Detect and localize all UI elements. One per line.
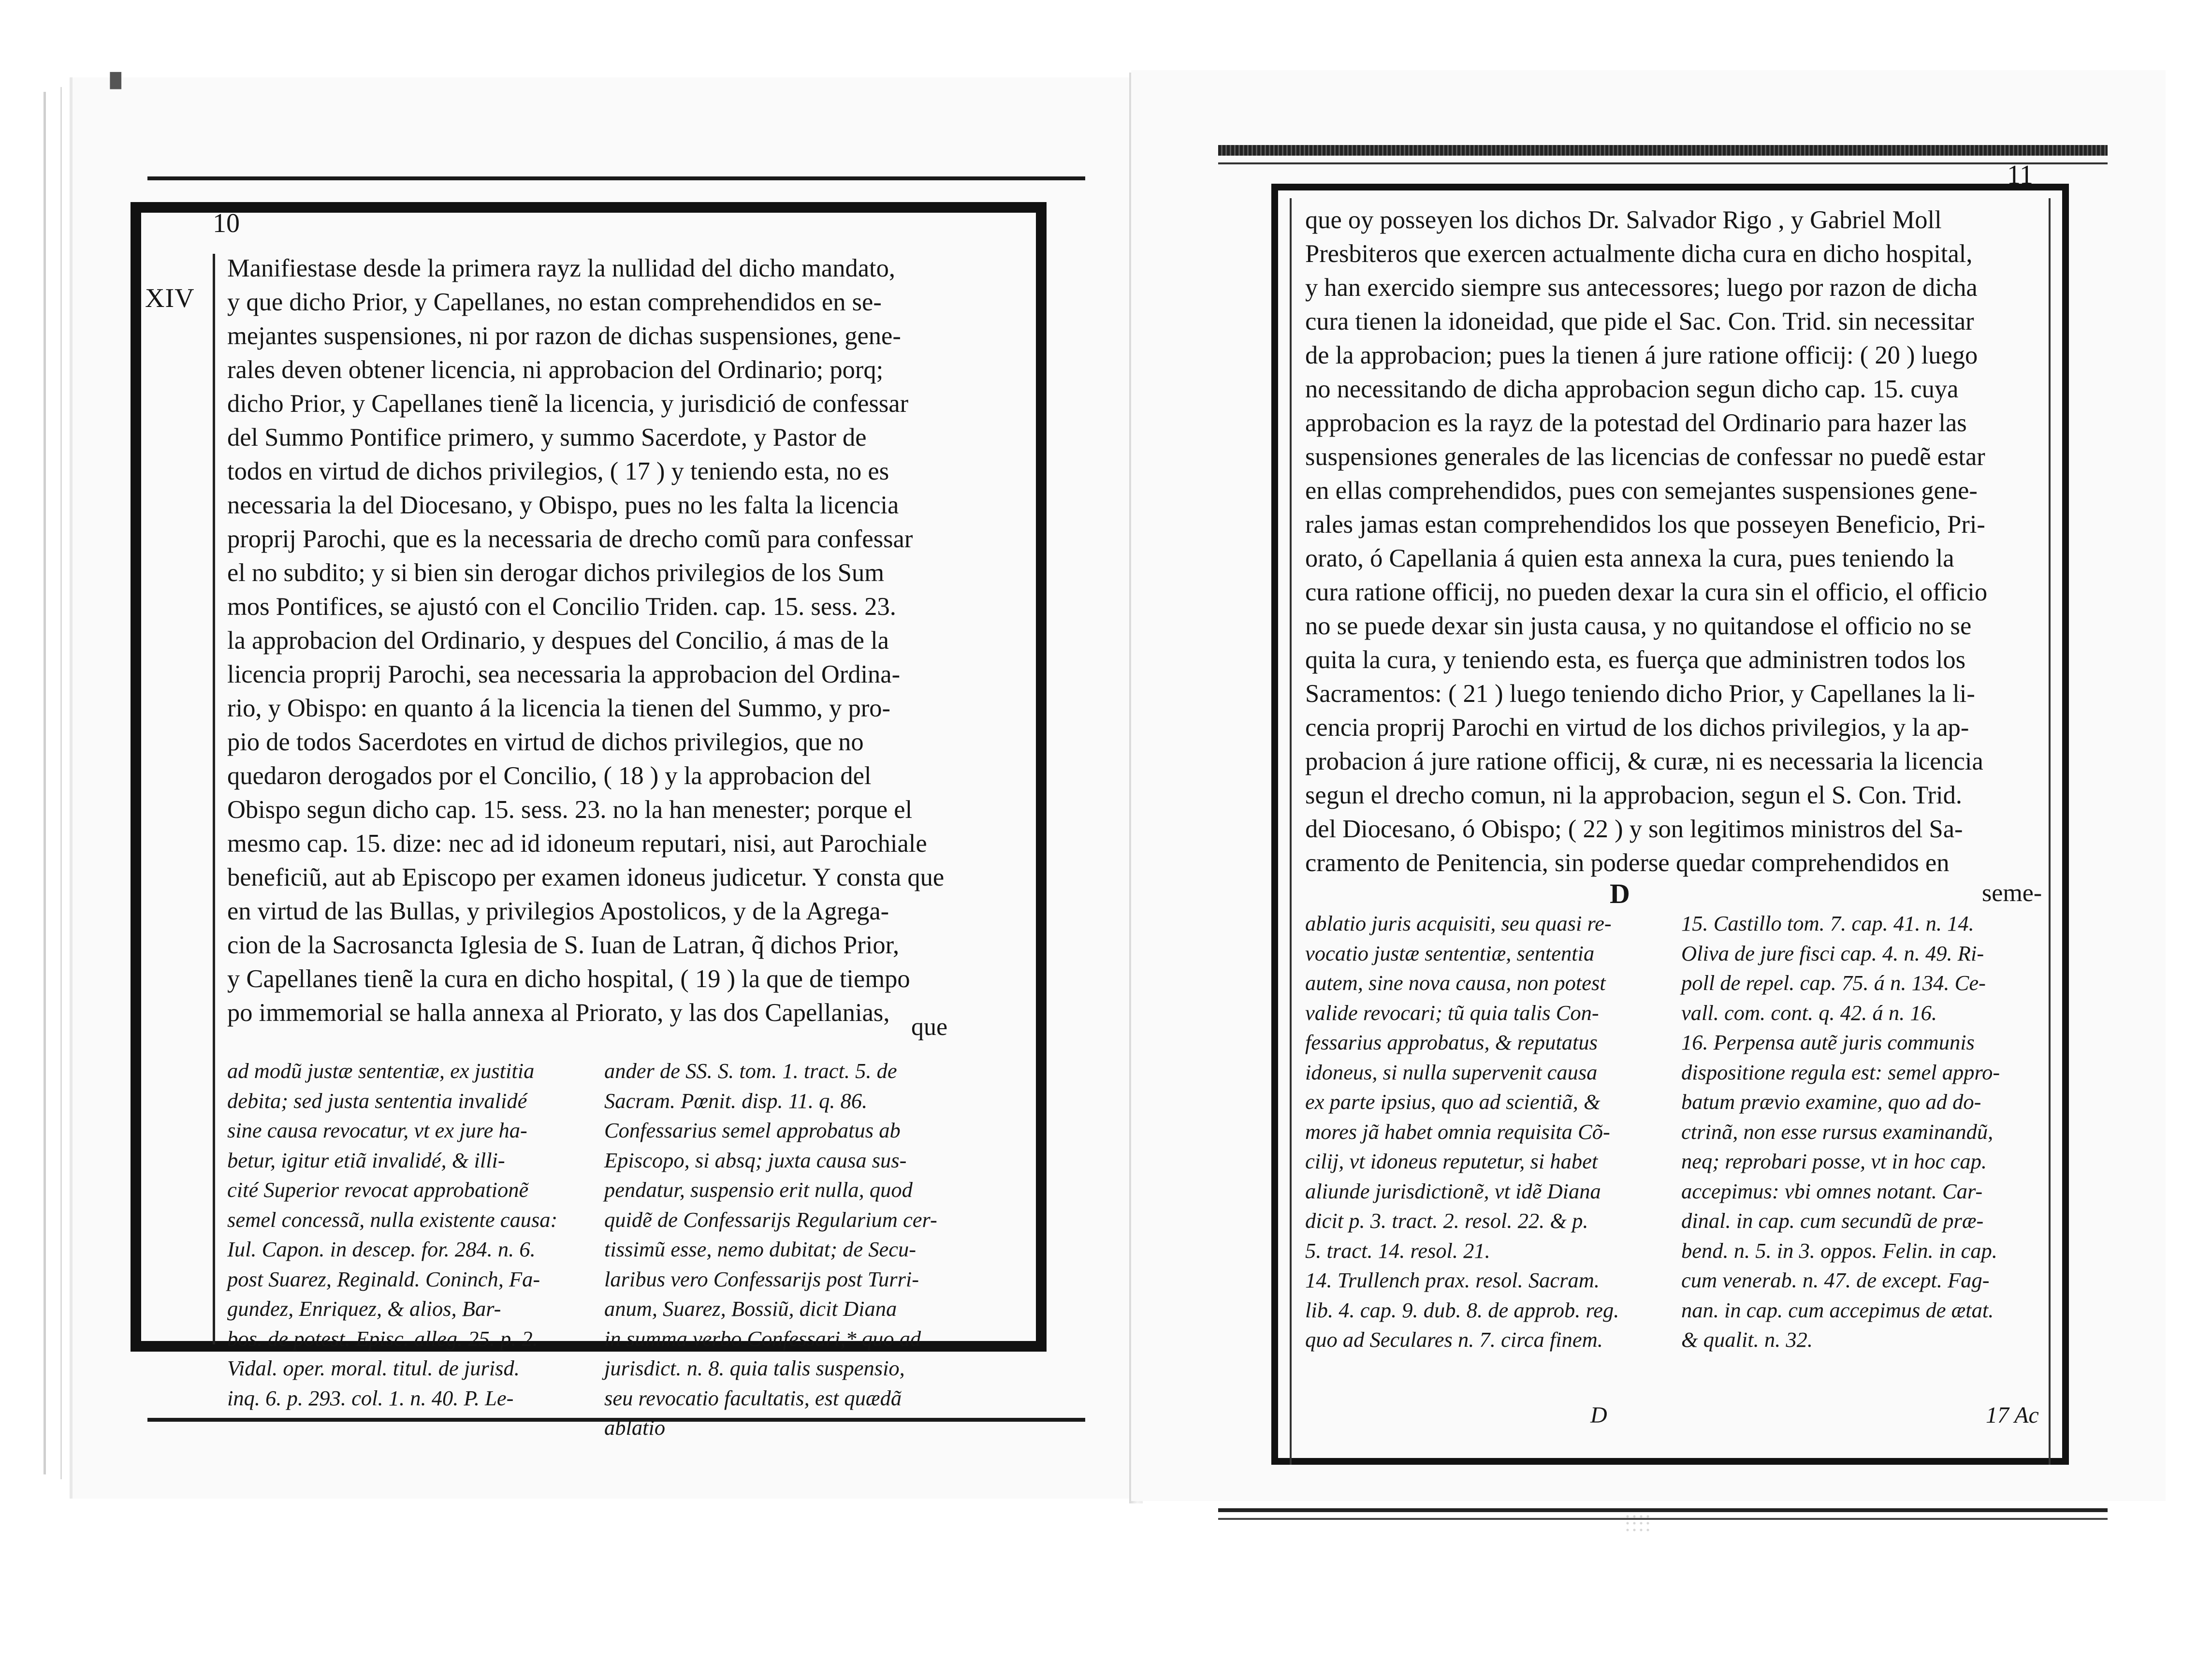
- body-line: cramento de Penitencia, sin poderse quedar comprehendidos en: [1305, 849, 1950, 877]
- body-line: y Capellanes tienẽ la cura en dicho hospital, ( 19 ) la que de tiempo: [227, 965, 910, 993]
- right-top-ornament: [1218, 145, 2108, 156]
- note-line: ad modũ justæ sententiæ, ex justitia: [227, 1059, 535, 1083]
- note-line: ablatio: [604, 1415, 666, 1440]
- note-line: bos. de potest. Episc. alleg. 25. p. 2.: [227, 1326, 538, 1351]
- note-line: jurisdict. n. 8. quia talis suspensio,: [604, 1356, 905, 1380]
- note-line: 5. tract. 14. resol. 21.: [1305, 1238, 1490, 1263]
- note-line: vocatio justæ sententiæ, sententia: [1305, 941, 1595, 965]
- note-line: idoneus, si nulla supervenit causa: [1305, 1060, 1598, 1084]
- note-line: 15. Castillo tom. 7. cap. 41. n. 14.: [1681, 911, 1974, 935]
- note-line: tissimũ esse, nemo dubitat; de Secu-: [604, 1237, 917, 1261]
- note-line: laribus vero Confessarijs post Turri-: [604, 1267, 919, 1291]
- body-line: rio, y Obispo: en quanto á la licencia la tienen del Summo, y pro-: [227, 694, 890, 722]
- note-line: cilij, vt idoneus reputetur, si habet: [1305, 1149, 1598, 1173]
- note-line: vall. com. cont. q. 42. á n. 16.: [1681, 1000, 1937, 1025]
- note-line: autem, sine nova causa, non potest: [1305, 971, 1606, 995]
- note-line: batum prævio examine, quo ad do-: [1681, 1090, 1981, 1114]
- note-line: 16. Perpensa autẽ juris communis: [1681, 1030, 1975, 1054]
- right-top-rule: [1218, 162, 2108, 164]
- note-line: 14. Trullench prax. resol. Sacram.: [1305, 1268, 1600, 1292]
- note-line: inq. 6. p. 293. col. 1. n. 40. P. Le-: [227, 1385, 514, 1410]
- body-line: mesmo cap. 15. dize: nec ad id idoneum reputari, nisi, aut Parochiale: [227, 830, 927, 858]
- body-line: el no subdito; y si bien sin derogar dichos privilegios de los Sum: [227, 559, 885, 587]
- body-line: y han exercido siempre sus antecessores; luego por razon de dicha: [1305, 274, 1978, 302]
- note-line: dicit p. 3. tract. 2. resol. 22. & p.: [1305, 1209, 1588, 1233]
- note-line: pendatur, suspensio erit nulla, quod: [604, 1178, 913, 1202]
- footer-signature: D: [1590, 1402, 1607, 1428]
- note-line: lib. 4. cap. 9. dub. 8. de approb. reg.: [1305, 1297, 1619, 1322]
- note-line: bend. n. 5. in 3. oppos. Felin. in cap.: [1681, 1238, 1997, 1263]
- note-line: gundez, Enriquez, & alios, Bar-: [227, 1297, 501, 1321]
- note-line: nan. in cap. cum accepimus de ætat.: [1681, 1297, 1994, 1322]
- right-bottom-rule: [1218, 1508, 2108, 1512]
- note-line: aliunde jurisdictionẽ, vt idẽ Diana: [1305, 1179, 1601, 1203]
- body-line: Manifiestase desde la primera rayz la nullidad del dicho mandato,: [227, 254, 895, 282]
- body-line: quita la cura, y teniendo esta, es fuerça que administren todos los: [1305, 646, 1966, 674]
- note-line: accepimus: vbi omnes notant. Car-: [1681, 1179, 1983, 1203]
- body-line: en virtud de las Bullas, y privilegios Apostolicos, y de la Agrega-: [227, 897, 889, 925]
- note-line: seu revocatio facultatis, est quædã: [604, 1385, 902, 1410]
- note-line: quidẽ de Confessarijs Regularium cer-: [604, 1207, 937, 1232]
- right-catchword: seme-: [1982, 879, 2042, 907]
- body-line: del Summo Pontifice primero, y summo Sacerdote, y Pastor de: [227, 423, 867, 452]
- body-line: dicho Prior, y Capellanes tienẽ la licencia, y jurisdició de confessar: [227, 390, 909, 418]
- note-line: & qualit. n. 32.: [1681, 1327, 1813, 1352]
- signature-mark: D: [1610, 878, 1630, 909]
- body-line: la approbacion del Ordinario, y despues del Concilio, á mas de la: [227, 627, 889, 655]
- note-line: neq; reprobari posse, vt in hoc cap.: [1681, 1149, 1987, 1173]
- note-line: Sacram. Pœnit. disp. 11. q. 86.: [604, 1088, 868, 1113]
- body-line: y que dicho Prior, y Capellanes, no estan comprehendidos en se-: [227, 288, 882, 316]
- body-line: cion de la Sacrosancta Iglesia de S. Iuan de Latran, q̃ dichos Prior,: [227, 931, 900, 959]
- body-line: en ellas comprehendidos, pues con semejantes suspensiones gene-: [1305, 477, 1978, 505]
- body-line: proprij Parochi, que es la necessaria de drecho comũ para confessar: [227, 525, 913, 553]
- note-line: semel concessã, nulla existente causa:: [227, 1207, 558, 1232]
- note-line: quo ad Seculares n. 7. circa finem.: [1305, 1327, 1603, 1352]
- left-catchword: que: [911, 1013, 948, 1041]
- body-line: necessaria la del Diocesano, y Obispo, pues no les falta la licencia: [227, 491, 899, 519]
- right-body-text: [1305, 203, 2042, 880]
- note-line: ctrinã, non esse rursus examinandũ,: [1681, 1119, 1994, 1144]
- note-line: Iul. Capon. in descep. for. 284. n. 6.: [227, 1237, 536, 1261]
- body-line: quedaron derogados por el Concilio, ( 18 ) y la approbacion del: [227, 762, 872, 790]
- body-line: pio de todos Sacerdotes en virtud de dichos privilegios, que no: [227, 728, 864, 756]
- note-line: cité Superior revocat approbationẽ: [227, 1178, 529, 1202]
- body-line: Sacramentos: ( 21 ) luego teniendo dicho Prior, y Capellanes la li-: [1305, 680, 1975, 708]
- right-notes-column-1: [1305, 909, 1663, 1355]
- right-page-number: 11: [2007, 160, 2033, 190]
- body-line: no necessitando de dicha approbacion segun dicho cap. 15. cuya: [1305, 375, 1959, 403]
- right-bottom-rule-2: [1218, 1518, 2108, 1520]
- body-line: probacion á jure ratione officij, & curæ, ni es necessaria la licencia: [1305, 747, 1983, 775]
- note-line: poll de repel. cap. 75. á n. 134. Ce-: [1681, 971, 1986, 995]
- note-line: dinal. in cap. cum secundũ de præ-: [1681, 1209, 1984, 1233]
- note-line: in summa verbo Confessari,* quo ad: [604, 1326, 921, 1351]
- body-line: cencia proprij Parochi en virtud de los dichos privilegios, y la ap-: [1305, 714, 1969, 742]
- body-line: mejantes suspensiones, ni por razon de dichas suspensiones, gene-: [227, 322, 901, 350]
- note-line: ander de SS. S. tom. 1. tract. 5. de: [604, 1059, 897, 1083]
- note-line: betur, igitur etiã invalidé, & illi-: [227, 1148, 505, 1172]
- note-line: anum, Suarez, Bossiũ, dicit Diana: [604, 1297, 897, 1321]
- body-line: no se puede dexar sin justa causa, y no quitandose el officio no se: [1305, 612, 1972, 640]
- body-line: orato, ó Capellania á quien esta annexa la cura, pues teniendo la: [1305, 544, 1954, 572]
- note-line: debita; sed justa sententia invalidé: [227, 1088, 527, 1113]
- note-line: mores jã habet omnia requisita Cõ-: [1305, 1119, 1610, 1144]
- body-line: po immemorial se halla annexa al Priorato, y las dos Capellanias,: [227, 999, 890, 1027]
- left-notes-column-2: [604, 1056, 976, 1443]
- body-line: rales jamas estan comprehendidos los que posseyen Beneficio, Pri-: [1305, 510, 1985, 539]
- body-line: Obispo segun dicho cap. 15. sess. 23. no la han menester; porque el: [227, 796, 913, 824]
- note-line: post Suarez, Reginald. Coninch, Fa-: [227, 1267, 540, 1291]
- body-line: que oy posseyen los dichos Dr. Salvador Rigo , y Gabriel Moll: [1305, 206, 1942, 234]
- body-line: Presbiteros que exercen actualmente dicha cura en dicho hospital,: [1305, 240, 1973, 268]
- note-line: cum venerab. n. 47. de except. Fag-: [1681, 1268, 1990, 1292]
- body-line: suspensiones generales de las licencias de confessar no puedẽ estar: [1305, 443, 1985, 471]
- body-line: cura tienen la idoneidad, que pide el Sac. Con. Trid. sin necessitar: [1305, 307, 1974, 335]
- body-line: del Diocesano, ó Obispo; ( 22 ) y son legitimos ministros del Sa-: [1305, 815, 1963, 843]
- body-line: rales deven obtener licencia, ni approbacion del Ordinario; porq;: [227, 356, 884, 384]
- body-line: approbacion es la rayz de la potestad del Ordinario para hazer las: [1305, 409, 1967, 437]
- note-line: Confessarius semel approbatus ab: [604, 1118, 901, 1142]
- left-body-text: [227, 251, 979, 1030]
- note-line: Oliva de jure fisci cap. 4. n. 49. Ri-: [1681, 941, 1984, 965]
- body-line: todos en virtud de dichos privilegios, ( 17 ) y teniendo esta, no es: [227, 457, 889, 485]
- ink-blot: [1624, 1513, 1653, 1532]
- note-line: valide revocari; tũ quia talis Con-: [1305, 1000, 1599, 1025]
- note-line: Vidal. oper. moral. titul. de jurisd.: [227, 1356, 520, 1380]
- note-line: sine causa revocatur, vt ex jure ha-: [227, 1118, 527, 1142]
- body-line: licencia proprij Parochi, sea necessaria la approbacion del Ordina-: [227, 660, 901, 688]
- left-notes-column-1: [227, 1056, 590, 1413]
- body-line: segun el drecho comun, ni la approbacion, segun el S. Con. Trid.: [1305, 781, 1962, 809]
- note-line: dispositione regula est: semel appro-: [1681, 1060, 2000, 1084]
- right-notes-column-2: [1681, 909, 2041, 1355]
- body-line: cura ratione officij, no pueden dexar la cura sin el officio, el officio: [1305, 578, 1988, 606]
- note-line: fessarius approbatus, & reputatus: [1305, 1030, 1598, 1054]
- note-line: ex parte ipsius, quo ad scientiã, &: [1305, 1090, 1601, 1114]
- section-numeral: XIV: [145, 283, 195, 313]
- body-line: beneficiũ, aut ab Episcopo per examen idoneus judicetur. Y consta que: [227, 863, 945, 891]
- left-page-number: 10: [213, 208, 240, 238]
- body-line: mos Pontifices, se ajustó con el Concilio Triden. cap. 15. sess. 23.: [227, 593, 896, 621]
- corner-mark: ▘: [110, 73, 133, 105]
- note-line: ablatio juris acquisiti, seu quasi re-: [1305, 911, 1612, 935]
- body-line: de la approbacion; pues la tienen á jure ratione officij: ( 20 ) luego: [1305, 341, 1978, 369]
- note-line: Episcopo, si absq; juxta causa sus-: [604, 1148, 907, 1172]
- footer-catchword: 17 Ac: [1986, 1402, 2039, 1428]
